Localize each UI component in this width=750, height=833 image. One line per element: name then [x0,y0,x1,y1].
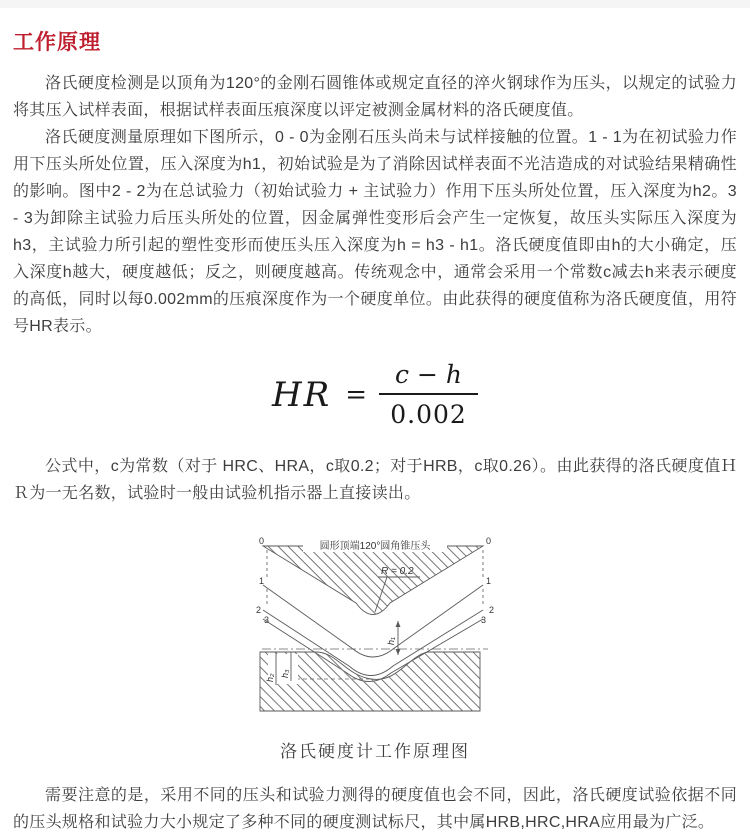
radius-label: R = 0.2 [381,566,414,577]
page-title: 工作原理 [13,31,101,54]
diagram-caption: 洛氏硬度计工作原理图 [280,742,470,761]
h1-arrow-up [396,621,401,627]
principle-diagram [225,533,525,762]
formula-fraction [379,360,478,429]
formula-denominator: 0.002 [390,400,467,429]
indenter-cone [263,546,483,615]
hardness-formula [13,360,737,429]
paragraph-principle: 洛氏硬度测量原理如下图所示，0 - 0为金刚石压头尚未与试样接触的位置。1 - 1为在初试验力作用下压头所处位置，压入深度为h1，初始试验是为了消除因试样表面不光洁造成的对试验结果精确性的影响。图中2 - 2为在总试验力（初始试验力 + 主试验力）作用下压头所处位置，压入深度为h2。3 - 3为卸除主试验力后压头所处的位置，因金属弹性变形后会产生一定恢复，故压头实际压入深度为h3，主试验力所引起的塑性变形而使压头压入深度为h = h3 - h1。洛氏硬度值即由h的大小确定，压入深度h越大，硬度越低；反之，则硬度越高。传统观念中，通常会采用一个常数c减去h来表示硬度的高低，同时以每0.002mm的压痕深度作为一个硬度单位。由此获得的硬度值称为洛氏硬度值，用符号HR表示。 [13,129,737,335]
formula-equals-sign: = [345,379,368,410]
position-label-2-right: 2 [488,605,494,615]
depth-label-h2: h₂ [265,673,275,682]
position-label-0-left: 0 [259,536,265,546]
paragraph-scales: 需要注意的是，采用不同的压头和试验力测得的硬度值也会不同，因此，洛氏硬度试验依据不同的压头规格和试验力大小规定了多种不同的硬度测试标尺，其中属HRB,HRC,HRA应用最为广泛。 [13,787,737,831]
position-label-3-right: 3 [480,615,486,625]
position-label-2-left: 2 [256,605,262,615]
formula-numerator: c − h [379,360,478,395]
document-page [0,26,750,833]
position-label-1-right: 1 [485,576,491,586]
paragraph-intro: 洛氏硬度检测是以顶角为120°的金刚石圆锥体或规定直径的淬火钢球作为压头，以规定的试验力将其压入试样表面，根据试样表面压痕深度以评定被测金属材料的洛氏硬度值。 [13,75,737,119]
depth-label-h1: h₁ [386,637,396,645]
principle-diagram-figure [250,533,500,725]
indenter-label: 圆形顶端120°圆角锥压头 [319,541,431,552]
depth-label-h3: h₃ [280,669,290,678]
h1-arrow-down [396,649,401,655]
top-divider [0,0,750,8]
position-label-1-left: 1 [259,576,265,586]
paragraph-constants: 公式中，c为常数（对于 HRC、HRA，c取0.2；对于HRB，c取0.26）。由此获得的洛氏硬度值Ｈ Ｒ为一无名数，试验时一般由试验机指示器上直接读出。 [13,458,737,502]
position-label-3-left: 3 [264,615,270,625]
position-label-0-right: 0 [485,536,491,546]
formula-lhs: HR [272,374,332,415]
